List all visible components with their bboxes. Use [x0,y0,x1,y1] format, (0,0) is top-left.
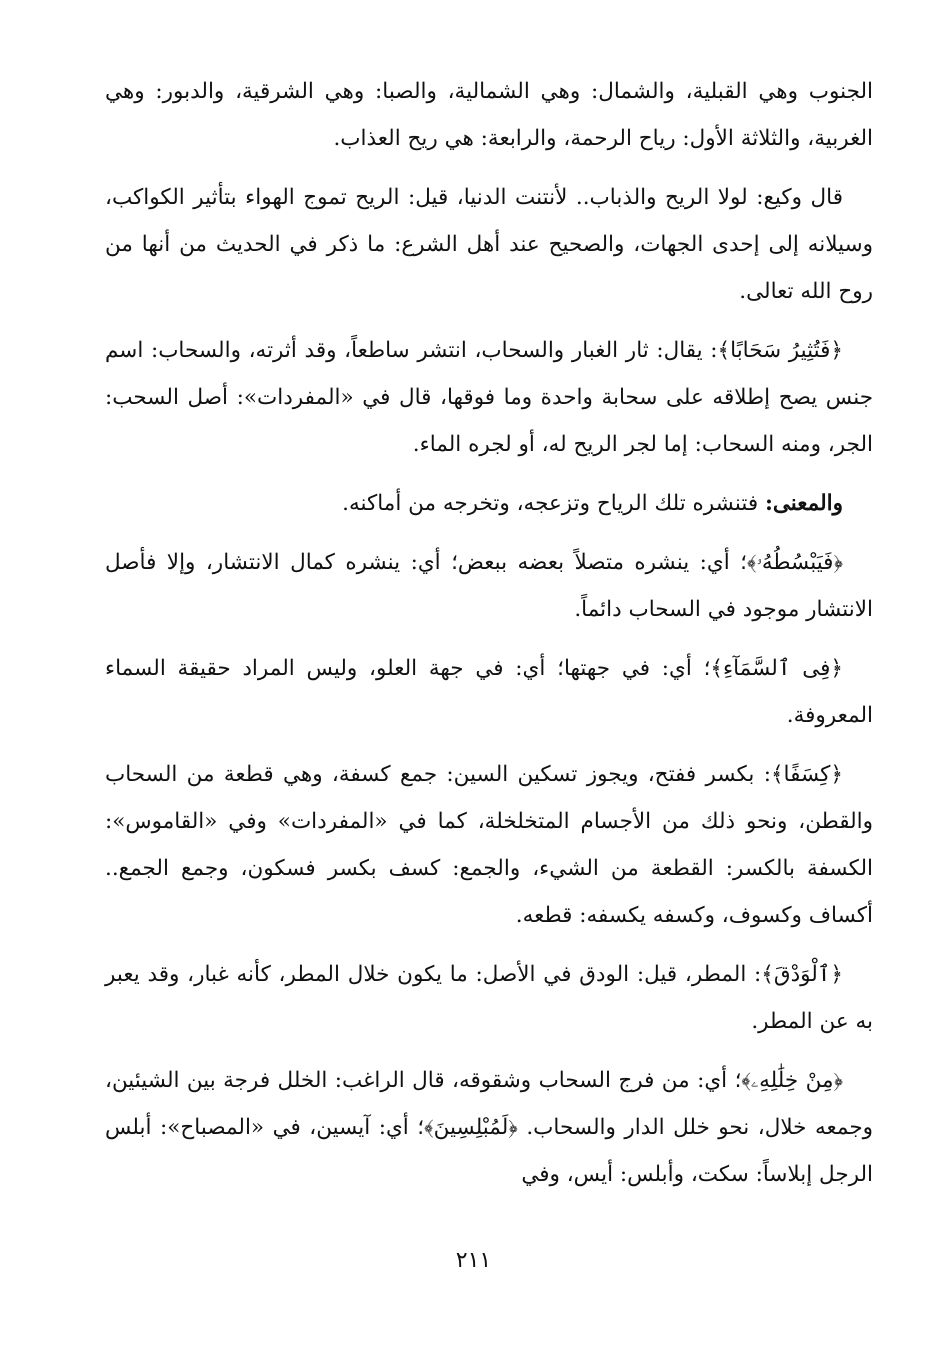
page-number: ٢١١ [455,1248,492,1273]
paragraph-1-text: الجنوب وهي القبلية، والشمال: وهي الشمالية، والصبا: وهي الشرقية، والدبور: وهي الغربية، والثلاثة الأول: رياح الرحمة، والرابعة: هي ريح العذاب. [105,79,873,151]
paragraph-5 [105,539,873,633]
paragraph-2-text: قال وكيع: لولا الريح والذباب.. لأنتنت الدنيا، قيل: الريح تموج الهواء بتأثير الكواكب، وسيلانه إلى إحدى الجهات، والصحيح عند أهل الشرع: ما ذكر في الحديث من أنها من روح الله تعالى. [105,185,873,304]
paragraph-4 [105,480,873,527]
paragraph-5-text: ﴿فَيَبْسُطُهُۥ﴾؛ أي: ينشره متصلاً بعضه ببعض؛ أي: ينشره كمال الانتشار، وإلا فأصل الانتشار موجود في السحاب دائماً. [105,550,873,622]
paragraph-8 [105,951,873,1045]
paragraph-7-text: ﴿كِسَفًا﴾: بكسر ففتح، ويجوز تسكين السين: جمع كسفة، وهي قطعة من السحاب والقطن، ونحو ذلك من الأجسام المتخلخلة، كما في «المفردات» وفي «القاموس»: الكسفة بالكسر: القطعة من الشيء، والجمع: كسف بكسر فسكون، وجمع الجمع.. أكساف وكسوف، وكسفه يكسفه: قطعه. [105,762,873,928]
paragraph-9 [105,1057,873,1198]
paragraph-6 [105,645,873,739]
paragraph-3 [105,327,873,468]
paragraph-9-text: ﴿مِنْ خِلَٰلِهِۦ﴾؛ أي: من فرج السحاب وشقوقه، قال الراغب: الخلل فرجة بين الشيئين، وجمعه خلال، نحو خلل الدار والسحاب. ﴿لَمُبْلِسِينَ﴾؛ أي: آيسين، في «المصباح»: أبلس الرجل إبلاساً: سكت، وأبلس: أيس، وفي [105,1068,873,1187]
paragraph-8-text: ﴿ٱلْوَدْقَ﴾: المطر، قيل: الودق في الأصل: ما يكون خلال المطر، كأنه غبار، وقد يعبر به عن المطر. [105,962,873,1034]
page-body [105,68,873,1210]
paragraph-7 [105,751,873,939]
paragraph-4-text: فتنشره تلك الرياح وتزعجه، وتخرجه من أماكنه. [342,491,765,516]
paragraph-3-text: ﴿فَتُثِيرُ سَحَابًا﴾: يقال: ثار الغبار والسحاب، انتشر ساطعاً، وقد أثرته، والسحاب: اسم جنس يصح إطلاقه على سحابة واحدة وما فوقها، قال في «المفردات»: أصل السحب: الجر، ومنه السحاب: إما لجر الريح له، أو لجره الماء. [105,338,873,457]
paragraph-2 [105,174,873,315]
paragraph-4-lead: والمعنى: [764,491,843,516]
paragraph-1 [105,68,873,162]
paragraph-6-text: ﴿فِى ٱلسَّمَآءِ﴾؛ أي: في جهتها؛ أي: في جهة العلو، وليس المراد حقيقة السماء المعروفة. [105,656,873,728]
